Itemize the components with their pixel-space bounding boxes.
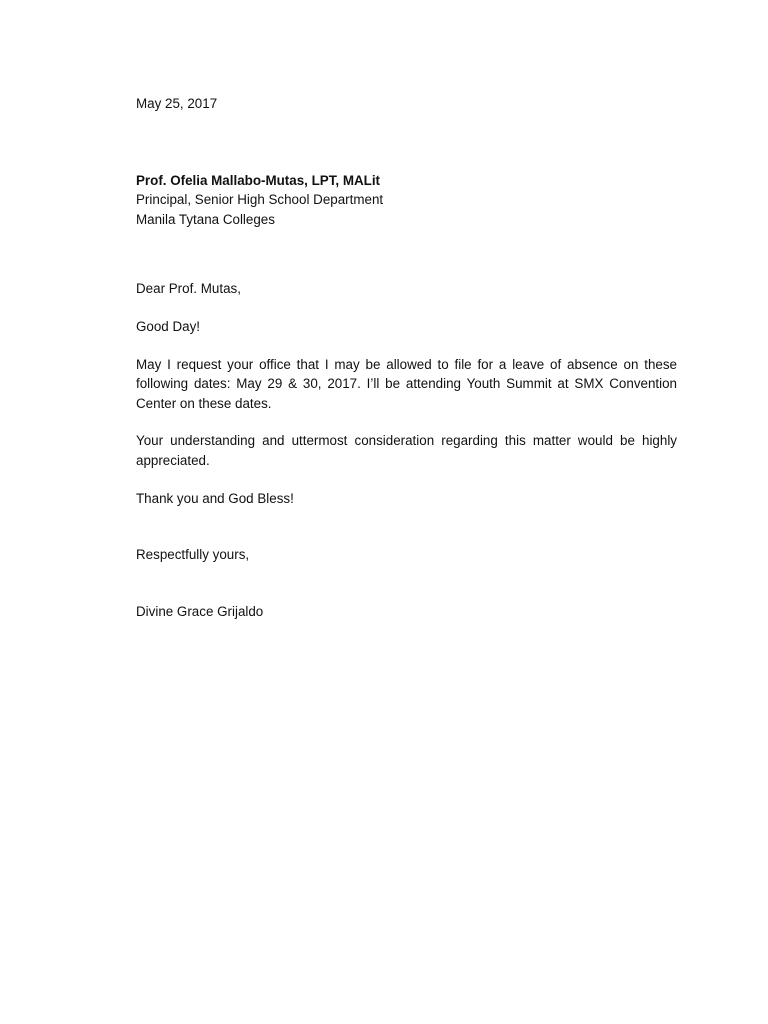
body-paragraph-appreciation: Your understanding and uttermost consideration regarding this matter would be highly appreciated. bbox=[136, 433, 677, 468]
greeting: Good Day! bbox=[136, 318, 201, 334]
recipient-title: Principal, Senior High School Department bbox=[136, 192, 384, 208]
letter-date: May 25, 2017 bbox=[136, 96, 218, 111]
thanks-line: Thank you and God Bless! bbox=[136, 490, 294, 506]
closing-line: Respectfully yours, bbox=[136, 547, 250, 563]
recipient-organization: Manila Tytana Colleges bbox=[136, 211, 275, 227]
signature-name: Divine Grace Grijaldo bbox=[136, 603, 264, 619]
body-paragraph-request: May I request your office that I may be allowed to file for a leave of absence on these following dates: May 29 & 30, 2017. I’ll be attending Youth Summit at SMX Convention Center on these dates. bbox=[136, 356, 677, 411]
letter-body bbox=[136, 94, 677, 621]
recipient-block bbox=[136, 171, 677, 230]
salutation: Dear Prof. Mutas, bbox=[136, 281, 241, 297]
recipient-name: Prof. Ofelia Mallabo-Mutas, LPT, MALit bbox=[136, 172, 381, 188]
